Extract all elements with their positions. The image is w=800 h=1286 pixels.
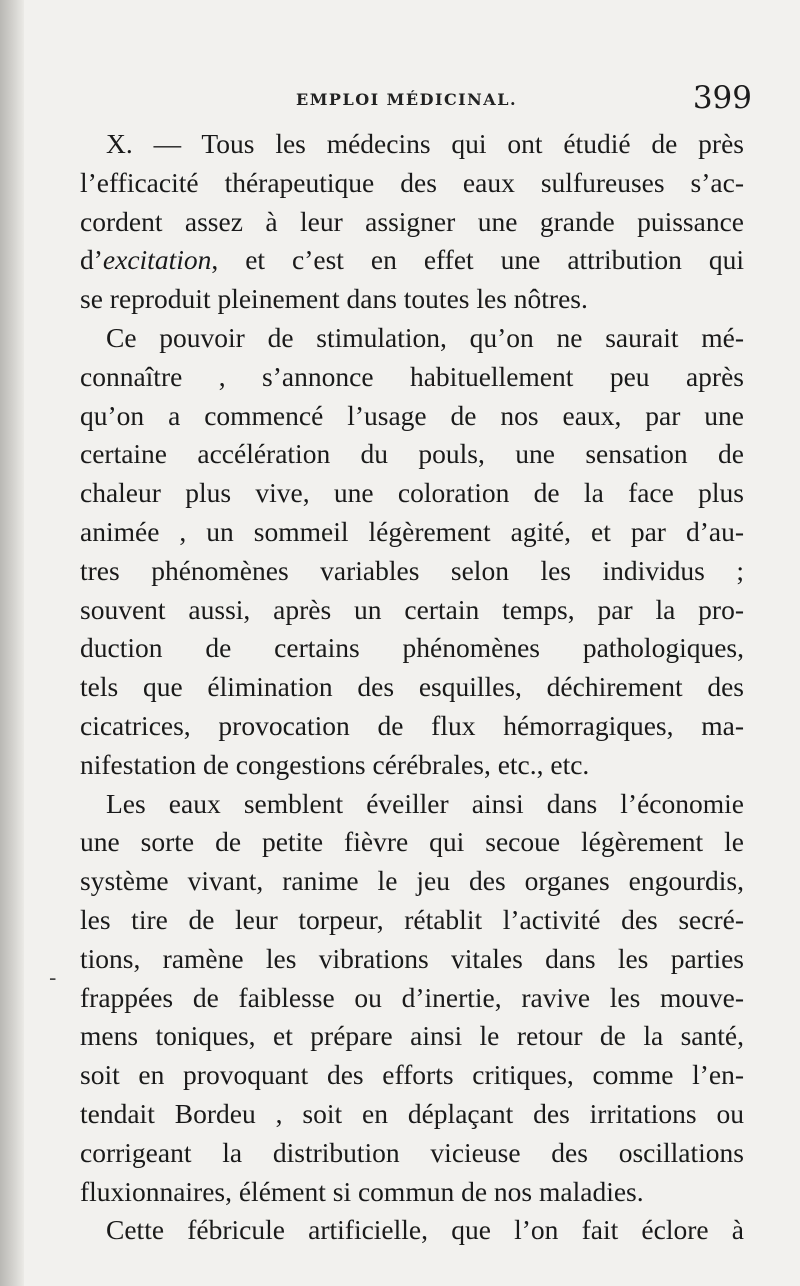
text-line: tres phénomènes variables selon les individus ; (80, 554, 744, 586)
text-line: cordent assez à leur assigner une grande puissance (80, 205, 744, 237)
text-line: duction de certains phénomènes pathologiques, (80, 632, 744, 664)
text-line: X. — Tous les médecins qui ont étudié de près (106, 128, 744, 159)
text-line: l’efficacité thérapeutique des eaux sulfureuses s’ac- (80, 166, 744, 198)
text-line: tendait Bordeu , soit en déplaçant des irritations ou (80, 1097, 744, 1129)
text-line: tions, ramène les vibrations vitales dans les parties (80, 942, 744, 974)
text-line: Cette fébricule artificielle, que l’on fait éclore à (106, 1214, 744, 1246)
text-line: d’excitation, et c’est en effet une attribution qui (80, 244, 744, 276)
text-line: les tire de leur torpeur, rétablit l’activité des secré- (80, 903, 744, 935)
body-text (80, 125, 744, 1250)
book-spine-shadow (0, 0, 24, 1286)
text-line: Les eaux semblent éveiller ainsi dans l’économie (106, 787, 744, 819)
text-line: une sorte de petite fièvre qui secoue légèrement le (80, 826, 744, 858)
text-line: corrigeant la distribution vicieuse des oscillations (80, 1136, 744, 1168)
text-line: Ce pouvoir de stimulation, qu’on ne saurait mé- (106, 321, 744, 353)
text-line: animée , un sommeil légèrement agité, et par d’au- (80, 515, 744, 547)
text-line: système vivant, ranime le jeu des organes engourdis, (80, 865, 744, 897)
margin-mark: - (49, 966, 57, 991)
text-line: souvent aussi, après un certain temps, par la pro- (80, 593, 744, 625)
page-header (80, 80, 752, 120)
text-line: certaine accélération du pouls, une sensation de (80, 438, 744, 470)
text-line: mens toniques, et prépare ainsi le retour de la santé, (80, 1020, 744, 1052)
text-line: tels que élimination des esquilles, déchirement des (80, 671, 744, 703)
text-line: se reproduit pleinement dans toutes les nôtres. (80, 283, 588, 315)
text-line: nifestation de congestions cérébrales, etc., etc. (80, 748, 590, 780)
text-line: soit en provoquant des efforts critiques, comme l’en- (80, 1059, 744, 1091)
text-line: connaître , s’annonce habituellement peu après (80, 360, 744, 392)
text-line: fluxionnaires, élément si commun de nos maladies. (80, 1175, 644, 1207)
text-line: qu’on a commencé l’usage de nos eaux, par une (80, 399, 744, 431)
text-line: frappées de faiblesse ou d’inertie, ravive les mouve- (80, 981, 744, 1013)
text-line: cicatrices, provocation de flux hémorragiques, ma- (80, 709, 744, 741)
italic-term: excitation (102, 244, 212, 276)
running-head: EMPLOI MÉDICINAL. (296, 90, 518, 109)
page-number: 399 (692, 80, 752, 116)
text-line: chaleur plus vive, une coloration de la face plus (80, 477, 744, 509)
